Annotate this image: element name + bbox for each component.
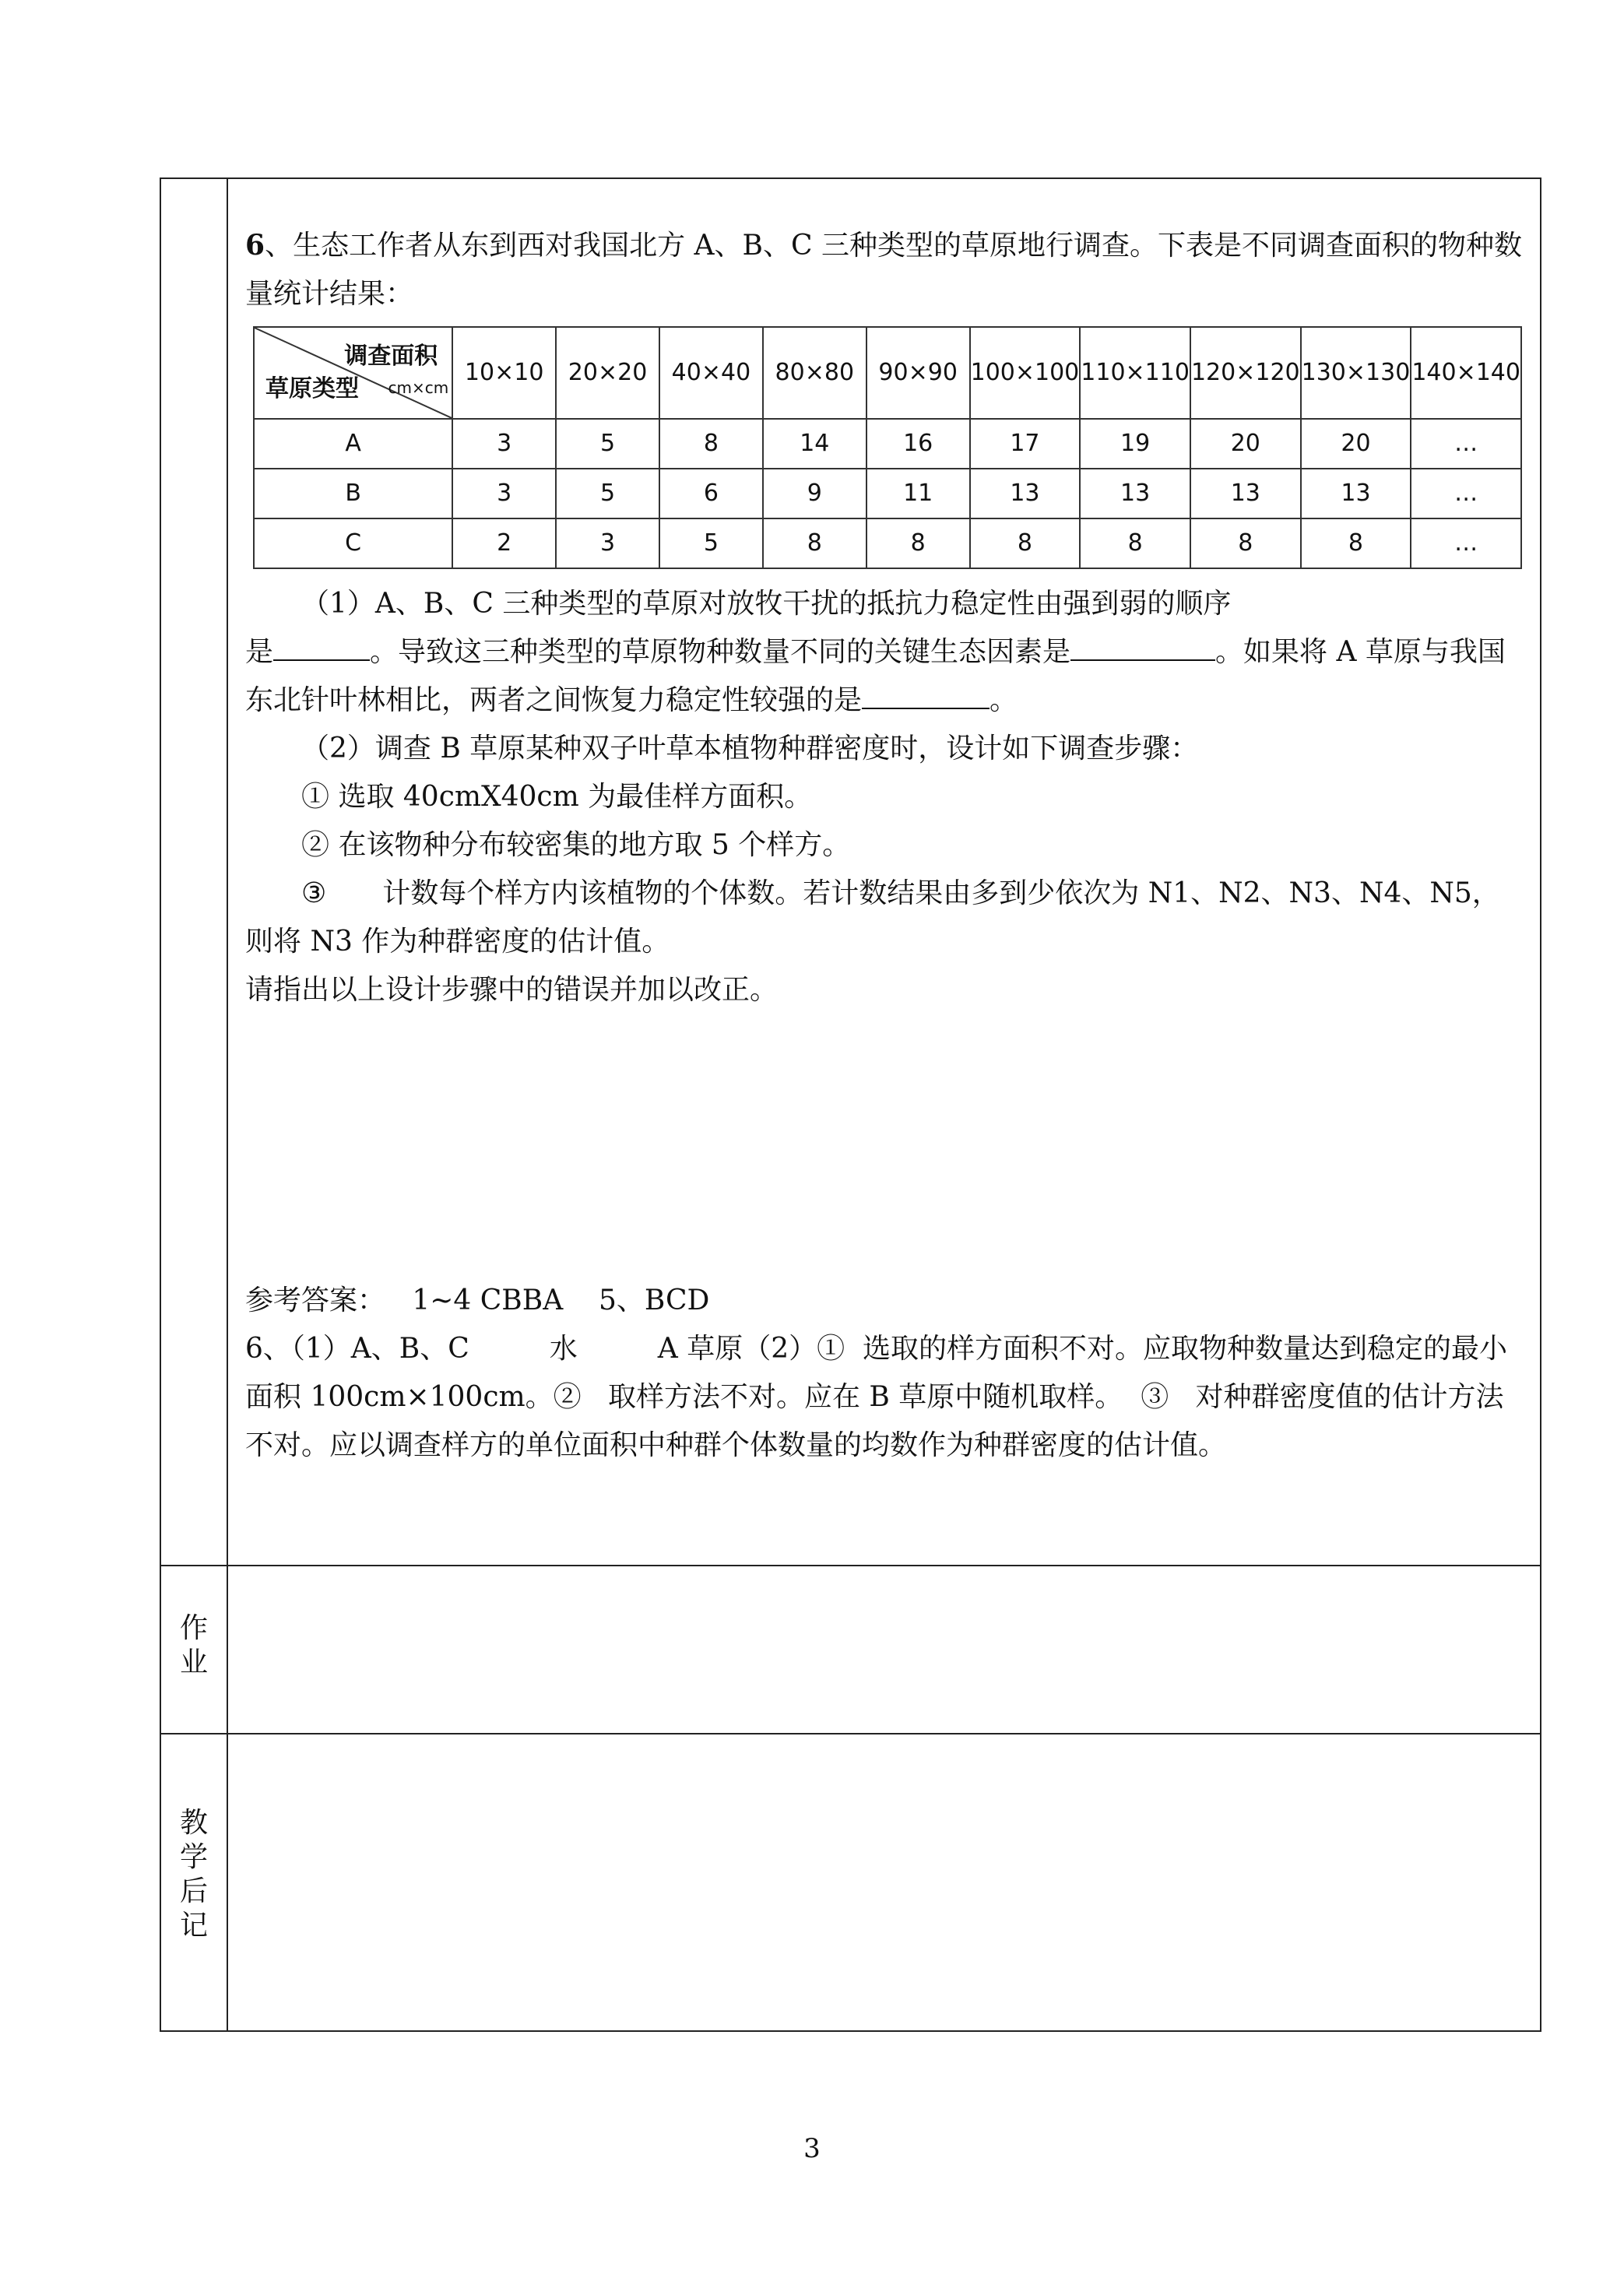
answer-section [245,1277,1522,1470]
table-cell: 2 [452,518,556,568]
column-header: 130×130 [1301,327,1411,419]
row-label: A [254,419,452,469]
table-cell: 6 [659,469,763,518]
answer-heading: 参考答案： 1~4 CBBA 5、BCD [245,1285,710,1316]
table-corner-header [254,327,452,419]
row-divider-reflection [161,1733,1540,1734]
row-divider-homework [161,1565,1540,1566]
table-cell: 20 [1301,419,1411,469]
header-survey-area: 调查面积 [344,343,438,370]
row-label: B [254,469,452,518]
table-cell: 3 [452,419,556,469]
table-row [254,469,1521,518]
question-intro: 6、生态工作者从东到西对我国北方 A、B、C 三种类型的草原地行调查。下表是不同调查面积的物种数量统计结果： [245,229,1522,310]
table-cell: 9 [763,469,866,518]
table-cell: 8 [866,518,970,568]
table-cell: … [1411,419,1521,469]
table-cell: 5 [556,469,659,518]
step-3: ③ 计数每个样方内该植物的个体数。若计数结果由多到少依次为 N1、N2、N3、N4、N5，则将 N3 作为种群密度的估计值。 [245,877,1500,958]
species-count-table [253,326,1522,569]
table-cell: … [1411,518,1521,568]
table-cell: 19 [1080,419,1190,469]
step-1: ① 选取 40cmX40cm 为最佳样方面积。 [301,781,813,813]
table-cell: 13 [1301,469,1411,518]
column-header: 120×120 [1190,327,1301,419]
table-cell: … [1411,469,1521,518]
table-cell: 3 [452,469,556,518]
table-cell: 8 [659,419,763,469]
table-cell: 8 [970,518,1081,568]
column-header: 40×40 [659,327,763,419]
header-unit: cm×cm [388,378,449,397]
table-cell: 5 [556,419,659,469]
table-cell: 16 [866,419,970,469]
table-cell: 5 [659,518,763,568]
column-header: 100×100 [970,327,1081,419]
column-header: 80×80 [763,327,866,419]
column-header: 110×110 [1080,327,1190,419]
column-divider [227,179,228,2030]
table-cell: 13 [970,469,1081,518]
column-header: 140×140 [1411,327,1521,419]
part1-question: （1）A、B、C 三种类型的草原对放牧干扰的抵抗力稳定性由强到弱的顺序 [301,588,1232,620]
table-cell: 20 [1190,419,1301,469]
answer-text: 6、（1）A、B、C 水 A 草原（2）① 选取的样方面积不对。应取物种数量达到稳定的最小面积 100cm×100cm。② 取样方法不对。应在 B 草原中随机取样。 ③ 对种群密度值的估计方法不对。应以调查样方的单位面积中种群个体数量的均数作为种群密度的估计值。 [245,1333,1508,1461]
table-row [254,419,1521,469]
table-cell: 17 [970,419,1081,469]
answer-blank [862,681,990,709]
step-2: ② 在该物种分布较密集的地方取 5 个样方。 [301,829,851,861]
instruction: 请指出以上设计步骤中的错误并加以改正。 [245,974,779,1006]
table-cell: 8 [1190,518,1301,568]
row-label: C [254,518,452,568]
table-row [254,518,1521,568]
reflection-label: 教 学 后 记 [179,1807,208,1942]
column-header: 90×90 [866,327,970,419]
part2-question: （2）调查 B 草原某种双子叶草本植物种群密度时，设计如下调查步骤： [301,733,1199,764]
table-header-row [254,327,1521,419]
homework-label: 作 业 [179,1612,208,1678]
table-cell: 11 [866,469,970,518]
answer-blank [273,633,370,661]
answer-blank [1070,633,1215,661]
table-cell: 13 [1190,469,1301,518]
part1-continued: 是 。导致这三种类型的草原物种数量不同的关键生态因素是 。如果将 A 草原与我国东北针叶林相比，两者之间恢复力稳定性较强的是 。 [245,628,1522,725]
column-header: 20×20 [556,327,659,419]
table-cell: 3 [556,518,659,568]
page-number: 3 [803,2133,821,2164]
header-grassland-type: 草原类型 [265,375,359,402]
lesson-table [160,177,1541,2032]
table-cell: 8 [1080,518,1190,568]
table-cell: 8 [1301,518,1411,568]
question-content [245,221,1522,1014]
table-cell: 8 [763,518,866,568]
column-header: 10×10 [452,327,556,419]
table-cell: 14 [763,419,866,469]
table-cell: 13 [1080,469,1190,518]
